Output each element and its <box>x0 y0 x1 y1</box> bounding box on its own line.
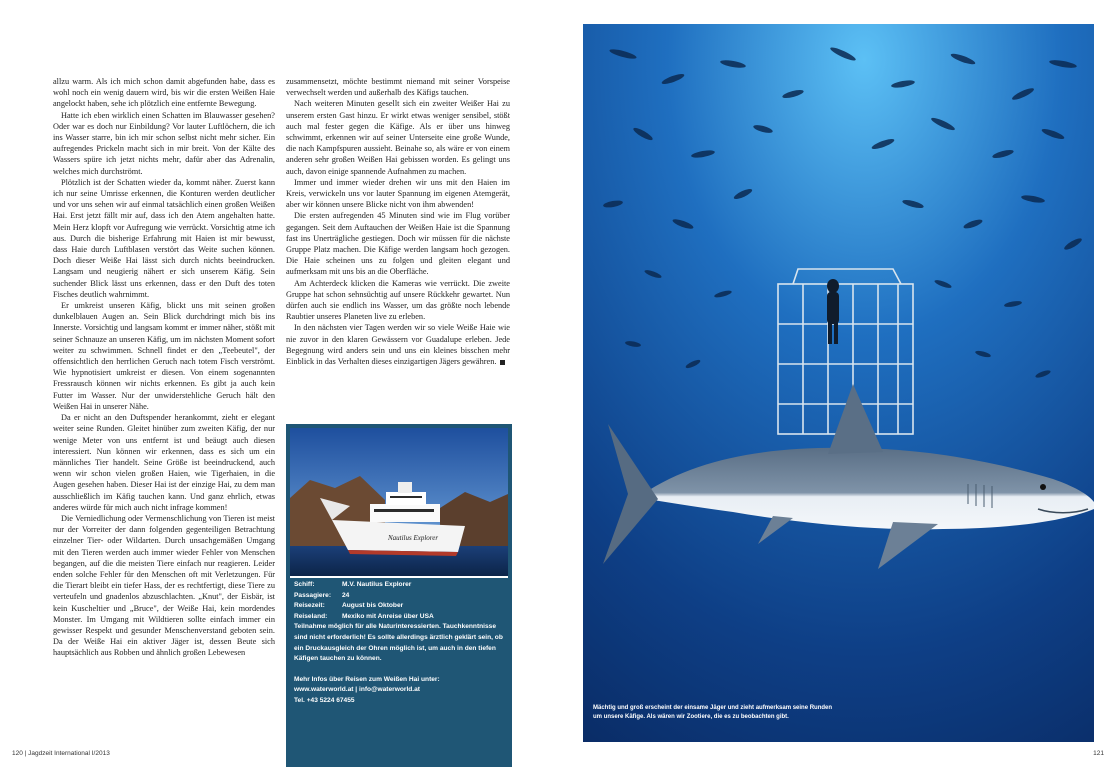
info-note: Teilnahme möglich für alle Naturinteressierten. Tauchkenntnisse sind nicht erforderlich! Es sollte allerdings ärztlich geklärt sein, ob ein Druckausgleich der Ohren möglich ist, um auch in den tiefen Käfigen tauchen zu können. <box>294 623 503 663</box>
paragraph: Am Achterdeck klicken die Kameras wie verrückt. Die zweite Gruppe hat schon sehnsüchtig auf unsere Rückkehr gewartet. Nun dürfen auch sie endlich ins Wasser, um das größte noch lebende Raubtier unseres Planeten live zu erleben. <box>286 278 510 322</box>
info-value: 24 <box>342 591 350 599</box>
ship-name-lettering: Nautilus Explorer <box>388 534 439 542</box>
info-row <box>294 601 506 612</box>
paragraph: zusammensetzt, möchte bestimmt niemand mit seiner Vorspeise verwechselt werden und außerhalb des Käfigs tauchen. <box>286 77 510 98</box>
travel-info-box <box>286 424 512 767</box>
article-column-2 <box>286 76 510 416</box>
shark-photo <box>583 24 1094 742</box>
page-number-right: 121 <box>1093 750 1104 757</box>
info-text <box>294 580 506 707</box>
contact-intro: Mehr Infos über Reisen zum Weißen Hai unter: <box>294 675 440 683</box>
paragraph <box>286 322 510 367</box>
page-number-left: 120 | Jagdzeit International I/2013 <box>12 750 110 757</box>
paragraph: Nach weiteren Minuten gesellt sich ein zweiter Weißer Hai zu unserem ersten Gast hinzu. Er wirkt etwas weniger sensibel, stößt auch mal fester gegen die Käfige. Als er über uns hinweg schwimmt, erkennen wir auf seiner Unterseite eine große Wunde, die nach Kampfspuren aussieht. Beinahe so, als wäre er von einem anderen sehr großen Weißen Hai gebissen worden. Es gelingt uns auch, davon einige spannende Aufnahmen zu machen. <box>286 99 510 176</box>
info-row <box>294 612 506 623</box>
article-column-1 <box>53 76 275 716</box>
paragraph: Die Verniedlichung oder Vermenschlichung von Tieren ist meist nur der Vorreiter der dann folgenden gegenteiligen Betrachtung einzelner Tier- oder Wildarten. Durch unsachgemäßen Umgang mit den Tieren werden auch immer wieder Fehler von Menschen begangen, auf die die meisten Tiere einfach nur reagieren. Leider enden solche Fehler für den Menschen oft mit Verletzungen. Für die Tierart bleibt ein tiefer Hass, der es rechtfertigt, diese Tiere zu verteufeln und gnadenlos abzuschlachten. „Knut", der Eisbär, ist kein Kuscheltier und „Bruce", der Weiße Hai, kein mordendes Monster. Im Umgang mit Wildtieren sollte einfach immer ein gewisser Respekt und gesunder Menschenverstand geboten sein. Da der Weiße Hai ein aktiver Jäger ist, dessen Beute sich hauptsächlich aus Robben und ähnlich großen Lebewesen <box>53 513 275 658</box>
end-of-article-mark <box>500 360 505 365</box>
info-key: Reisezeit: <box>294 602 325 610</box>
paragraph: Er umkreist unseren Käfig, blickt uns mit seinen großen dunkelblauen Augen an. Sein Blick durchdringt mich bis ins Innerste. Vorsichtig und langsam kommt er immer näher, stößt mit seiner Schnauze an unseren Käfig, um im nächsten Moment sofort weiter zu schwimmen. Schnell findet er den „Teebeutel", der offensichtlich den herrlichen Geruch nach totem Fisch verströmt. Wie hypnotisiert umkreist er diesen. Von einem sogenannten Fressrausch können wir nichts erkennen. Es gibt ja auch kein Futter im Wasser. Nur der unwiderstehliche Geruch hält den Weißen Hai in unserer Nähe. <box>53 301 275 411</box>
info-value: Mexiko mit Anreise über USA <box>342 612 434 620</box>
info-value: August bis Oktober <box>342 602 404 610</box>
paragraph: Immer und immer wieder drehen wir uns mit den Haien im Kreis, verwickeln uns vor lauter Spannung im eigenen Atemgerät, aber wir können unsere Blicke nicht von ihm abwenden! <box>286 177 510 210</box>
paragraph: Hatte ich eben wirklich einen Schatten im Blauwasser gesehen? Oder war es doch nur Einbildung? Vor lauter Luftlöchern, die ich ins Wasser starre, bin ich mir schon selbst nicht mehr sicher. Ein aufregendes Prickeln macht sich in mir breit. Von der Kälte des Wassers spüre ich jetzt nichts mehr, dafür aber das Adrenalin, welches mich durchströmt. <box>53 110 275 176</box>
photo-caption: Mächtig und groß erscheint der einsame Jäger und zieht aufmerksam seine Runden um unsere Käfige. Als wären wir Zootiere, die es zu beobachten gibt. <box>593 705 833 720</box>
paragraph-text: In den nächsten vier Tagen werden wir so viele Weiße Haie wie nie zuvor in den klaren Gewässern vor Guadalupe erleben. Jede Begegnung wird anders sein und uns ein kleines bisschen mehr Einblick in das Verhalten dieses einzigartigen Jägers gewähren. <box>286 323 510 367</box>
contact-phone: Tel. +43 5224 67455 <box>294 696 355 704</box>
paragraph: Die ersten aufregenden 45 Minuten sind wie im Flug vorüber gegangen. Seit dem Auftauchen der Weißen Haie ist die Spannung fast ins Unerträgliche gestiegen. Doch wir müssen für die nächste Gruppe Platz machen. Die Käfige werden langsam hoch gezogen. Die Haie scheinen uns zu folgen und gleiten elegant und aufmerksam mit uns bis an die Oberfläche. <box>286 211 510 277</box>
info-row <box>294 580 506 591</box>
ship-photo <box>290 428 508 578</box>
paragraph: Da er nicht an den Duftspender herankommt, zieht er elegant weiter seine Runden. Gleitet hinüber zum zweiten Käfig, der nur wenige Meter von uns entfernt ist und beäugt auch diesen interessiert. Nun können wir erkennen, dass es sich um ein männliches Tier handelt. Seine Größe ist beeindruckend, auch wenn wir schon vielen großen Haien, wie Tigerhaien, in die Augen gesehen haben. Dieser Hai ist der einzige Hai, zu dem man ausschließlich im Käfig tauchen kann. Und ganz ehrlich, etwas anderes würde für mich auch nicht infrage kommen! <box>53 413 275 512</box>
contact-web[interactable]: www.waterworld.at | info@waterworld.at <box>294 686 420 694</box>
paragraph: allzu warm. Als ich mich schon damit abgefunden habe, dass es wohl noch ein wenig dauern wird, bis wir die ersten Weißen Haie angelockt haben, sehe ich plötzlich eine entfernte Bewegung. <box>53 77 275 109</box>
info-key: Reiseland: <box>294 612 328 620</box>
info-row <box>294 591 506 602</box>
paragraph: Plötzlich ist der Schatten wieder da, kommt näher. Zuerst kann ich nur seine Umrisse erkennen, die Konturen werden deutlicher und vor uns sehen wir auf einmal tatsächlich einen großen Weißen Hai. Erst jetzt fällt mir auf, dass ich den Atem angehalten hatte. Mein Herz klopft vor Aufregung wie verrückt. Vorsichtig atme ich aus. Durch die bisherige Erfahrung mit Haien ist mir bewusst, dass Haie durch Luftblasen verstört das Weite suchen können. Doch dieser Weiße Hai lässt sich durch nichts beeindrucken. Langsam und neugierig nähert er sich unserem Käfig. Sein suchender Blick lässt uns erkennen, dass er den Duft des toten Fisches deutlich wahrnimmt. <box>53 177 275 299</box>
ship-illustration <box>290 428 508 576</box>
right-page <box>559 0 1118 766</box>
info-value: M.V. Nautilus Explorer <box>342 581 412 588</box>
left-page <box>0 0 559 766</box>
info-key: Schiff: <box>294 581 315 588</box>
info-key: Passagiere: <box>294 591 332 599</box>
shark-cage-illustration <box>583 24 1094 742</box>
